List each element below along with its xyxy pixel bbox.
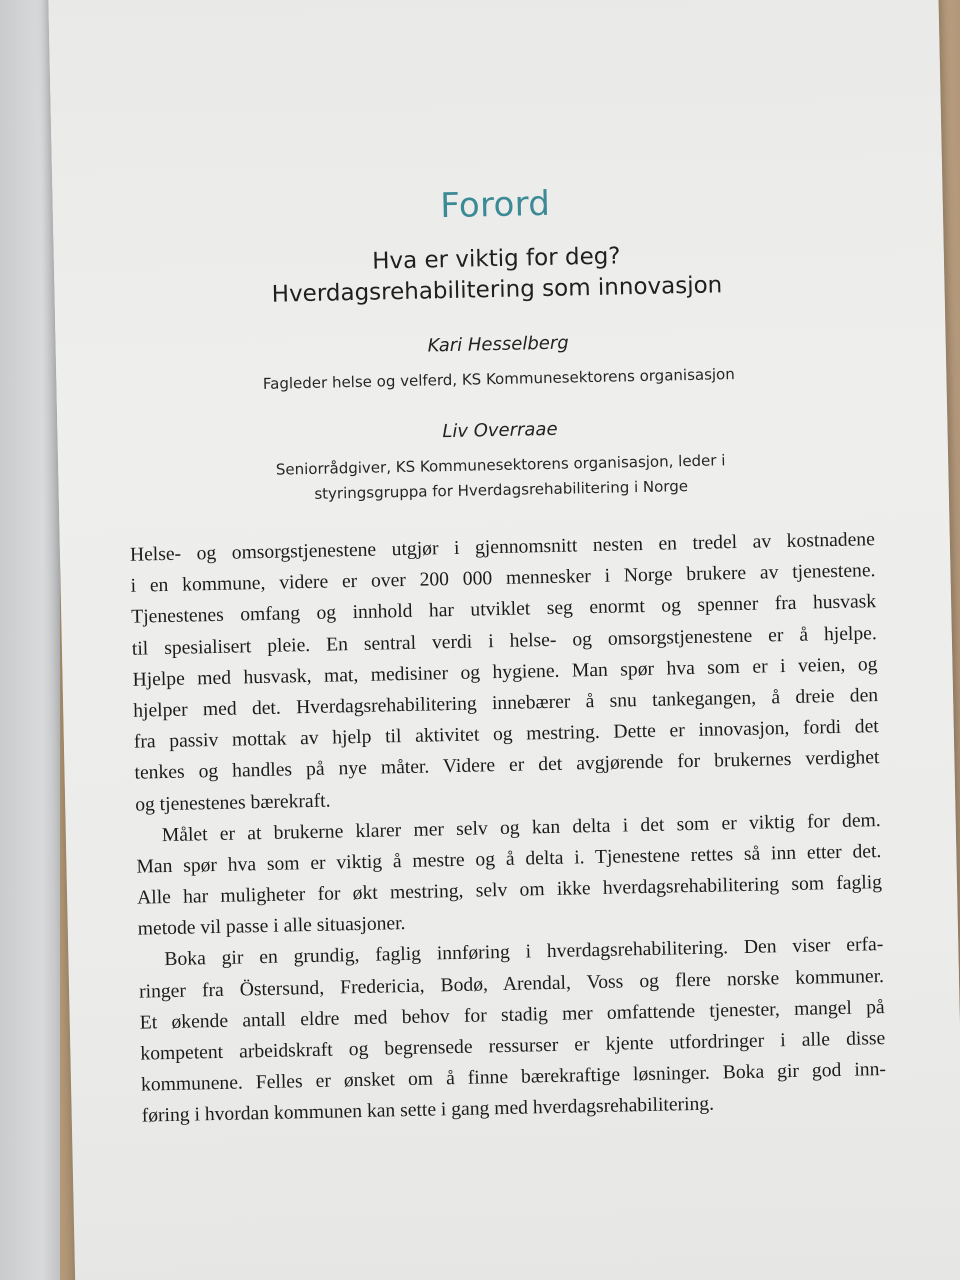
subtitle-line: Hverdagsrehabilitering som innovasjon bbox=[271, 272, 723, 308]
text-line: Helse- og omsorgstjenestene utgjør i gjennomsnitt nesten en tredel av kostnadene bbox=[129, 529, 876, 566]
text-line: ringer fra Östersund, Fredericia, Bodø, Arendal, Voss og flere norske kommuner. bbox=[138, 965, 885, 1003]
author-role bbox=[128, 445, 874, 511]
text-line: kompetent arbeidskraft og begrensede ressurser er kjente utfordringer i alle disse bbox=[140, 1028, 886, 1065]
subtitle-line: Hva er viktig for deg? bbox=[371, 243, 621, 275]
body-text bbox=[130, 524, 887, 1132]
text-line: fra passiv mottak av hjelp til aktivitet og mestring. Dette er innovasjon, fordi det bbox=[133, 716, 879, 753]
text-line: Alle har muligheter for økt mestring, selv om ikke hverdagsrehabilitering som faglig bbox=[136, 872, 883, 909]
text-line: tenkes og handles på nye måter. Videre er det avgjørende for brukernes verdighet bbox=[134, 747, 880, 784]
chapter-title: Forord bbox=[439, 183, 551, 227]
text-line: metode vil passe i alle situasjoner. bbox=[137, 913, 406, 940]
paragraph bbox=[138, 929, 887, 1132]
text-line: i en kommune, videre er over 200 000 mennesker i Norge brukere av tjenestene. bbox=[130, 560, 876, 597]
author-role bbox=[126, 359, 871, 400]
text-line: Målet er at brukerne klarer mer selv og kan delta i det som er viktig for dem. bbox=[161, 809, 881, 846]
page-content bbox=[118, 0, 890, 1280]
text-line: Et økende antall eldre med behov for stadig mer omfattende tjenester, mangel på bbox=[139, 996, 885, 1034]
text-line: Hjelpe med husvask, mat, medisiner og hygiene. Man spør hva som er i veien, og bbox=[132, 653, 878, 691]
author-role-line: Fagleder helse og velferd, KS Kommunesektorens organisasjon bbox=[262, 365, 735, 393]
author-role-line: styringsgruppa for Hverdagsrehabilitering i Norge bbox=[314, 477, 689, 503]
text-line: Tjenestenes omfang og innhold har utviklet seg enormt og spenner fra husvask bbox=[131, 591, 877, 629]
paragraph bbox=[130, 524, 881, 820]
text-line: hjelper med det. Hverdagsrehabilitering innebærer å snu tankegangen, å dreie den bbox=[133, 685, 879, 722]
author-name: Kari Hesselberg bbox=[427, 332, 569, 357]
chapter-subtitle bbox=[124, 236, 870, 314]
text-line: til spesialisert pleie. En sentral verdi i helse- og omsorgstjenestene er å hjelpe. bbox=[131, 622, 877, 660]
text-line: Boka gir en grundig, faglig innføring i hverdagsrehabilitering. Den viser erfa- bbox=[164, 934, 884, 971]
paragraph bbox=[136, 805, 883, 945]
text-line: Man spør hva som er viktig å mestre og å delta i. Tjenestene rettes så inn etter det. bbox=[136, 840, 882, 878]
author-role-line: Seniorrådgiver, KS Kommunesektorens organisasjon, leder i bbox=[275, 451, 726, 479]
text-line: og tjenestenes bærekraft. bbox=[134, 790, 331, 816]
book-page bbox=[48, 0, 960, 1280]
text-line: kommunene. Felles er ønsket om å finne bærekraftige løsninger. Boka gir god inn- bbox=[140, 1059, 887, 1096]
previous-page-edge bbox=[0, 0, 60, 1280]
author-name: Liv Overraae bbox=[442, 418, 558, 443]
text-line: føring i hvordan kommunen kan sette i gang med hverdagsrehabilitering. bbox=[141, 1093, 715, 1127]
